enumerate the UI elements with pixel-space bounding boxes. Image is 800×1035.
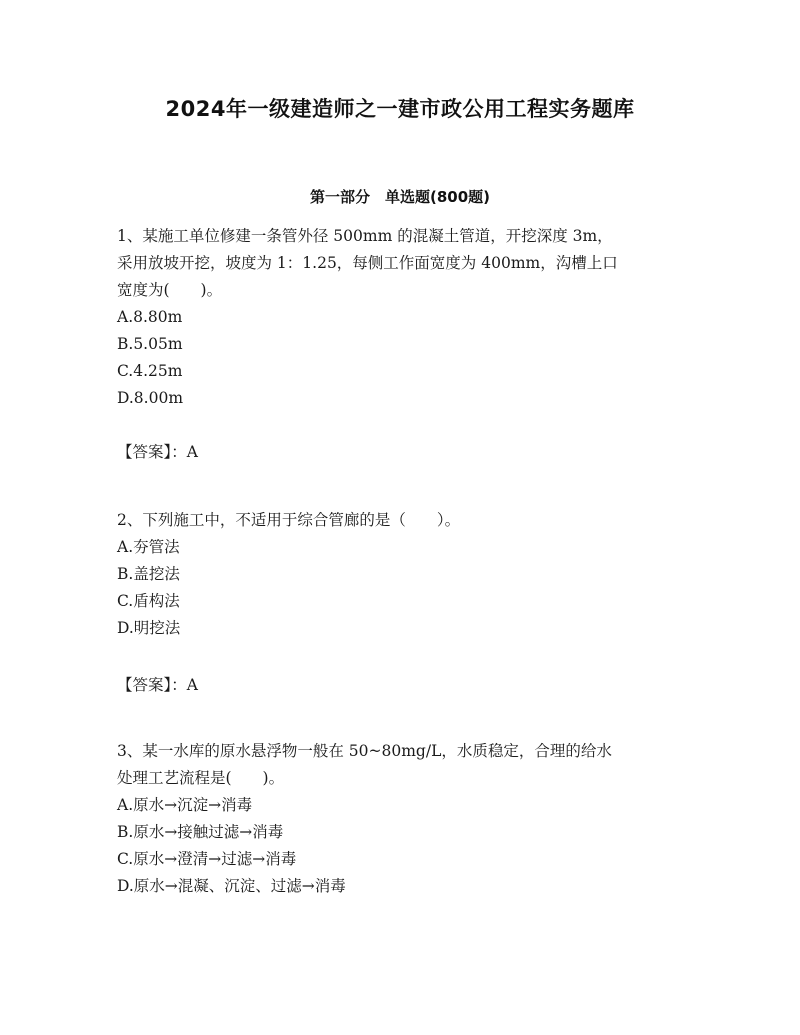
question-2-option-d: D.明挖法 <box>117 619 181 637</box>
question-1-answer: 【答案】：A <box>117 443 198 461</box>
question-1-stem-line-3: 宽度为( )。 <box>117 281 223 299</box>
question-3-stem-line-2: 处理工艺流程是( )。 <box>117 769 285 787</box>
question-2-answer: 【答案】：A <box>117 676 198 694</box>
question-1-option-a: A.8.80m <box>117 308 183 326</box>
question-2-option-c: C.盾构法 <box>117 592 180 610</box>
question-1-stem-line-2: 采用放坡开挖，坡度为 1：1.25，每侧工作面宽度为 400mm，沟槽上口 <box>117 254 618 272</box>
question-1-option-d: D.8.00m <box>117 389 184 407</box>
question-1-option-c: C.4.25m <box>117 362 183 380</box>
question-3-option-a: A.原水→沉淀→消毒 <box>117 796 253 814</box>
document-title: 2024年一级建造师之一建市政公用工程实务题库 <box>165 97 635 121</box>
question-3-option-c: C.原水→澄清→过滤→消毒 <box>117 850 297 868</box>
question-1-option-b: B.5.05m <box>117 335 183 353</box>
question-3-option-d: D.原水→混凝、沉淀、过滤→消毒 <box>117 877 346 895</box>
question-2-stem-line-1: 2、下列施工中，不适用于综合管廊的是（ ）。 <box>117 511 461 529</box>
question-1-stem-line-1: 1、某施工单位修建一条管外径 500mm 的混凝土管道，开挖深度 3m， <box>117 227 613 245</box>
question-3-stem-line-1: 3、某一水库的原水悬浮物一般在 50~80mg/L，水质稳定，合理的给水 <box>117 742 612 760</box>
question-3-option-b: B.原水→接触过滤→消毒 <box>117 823 284 841</box>
question-2-option-b: B.盖挖法 <box>117 565 180 583</box>
section-heading: 第一部分 单选题(800题) <box>309 188 491 206</box>
question-2-option-a: A.夯管法 <box>117 538 180 556</box>
